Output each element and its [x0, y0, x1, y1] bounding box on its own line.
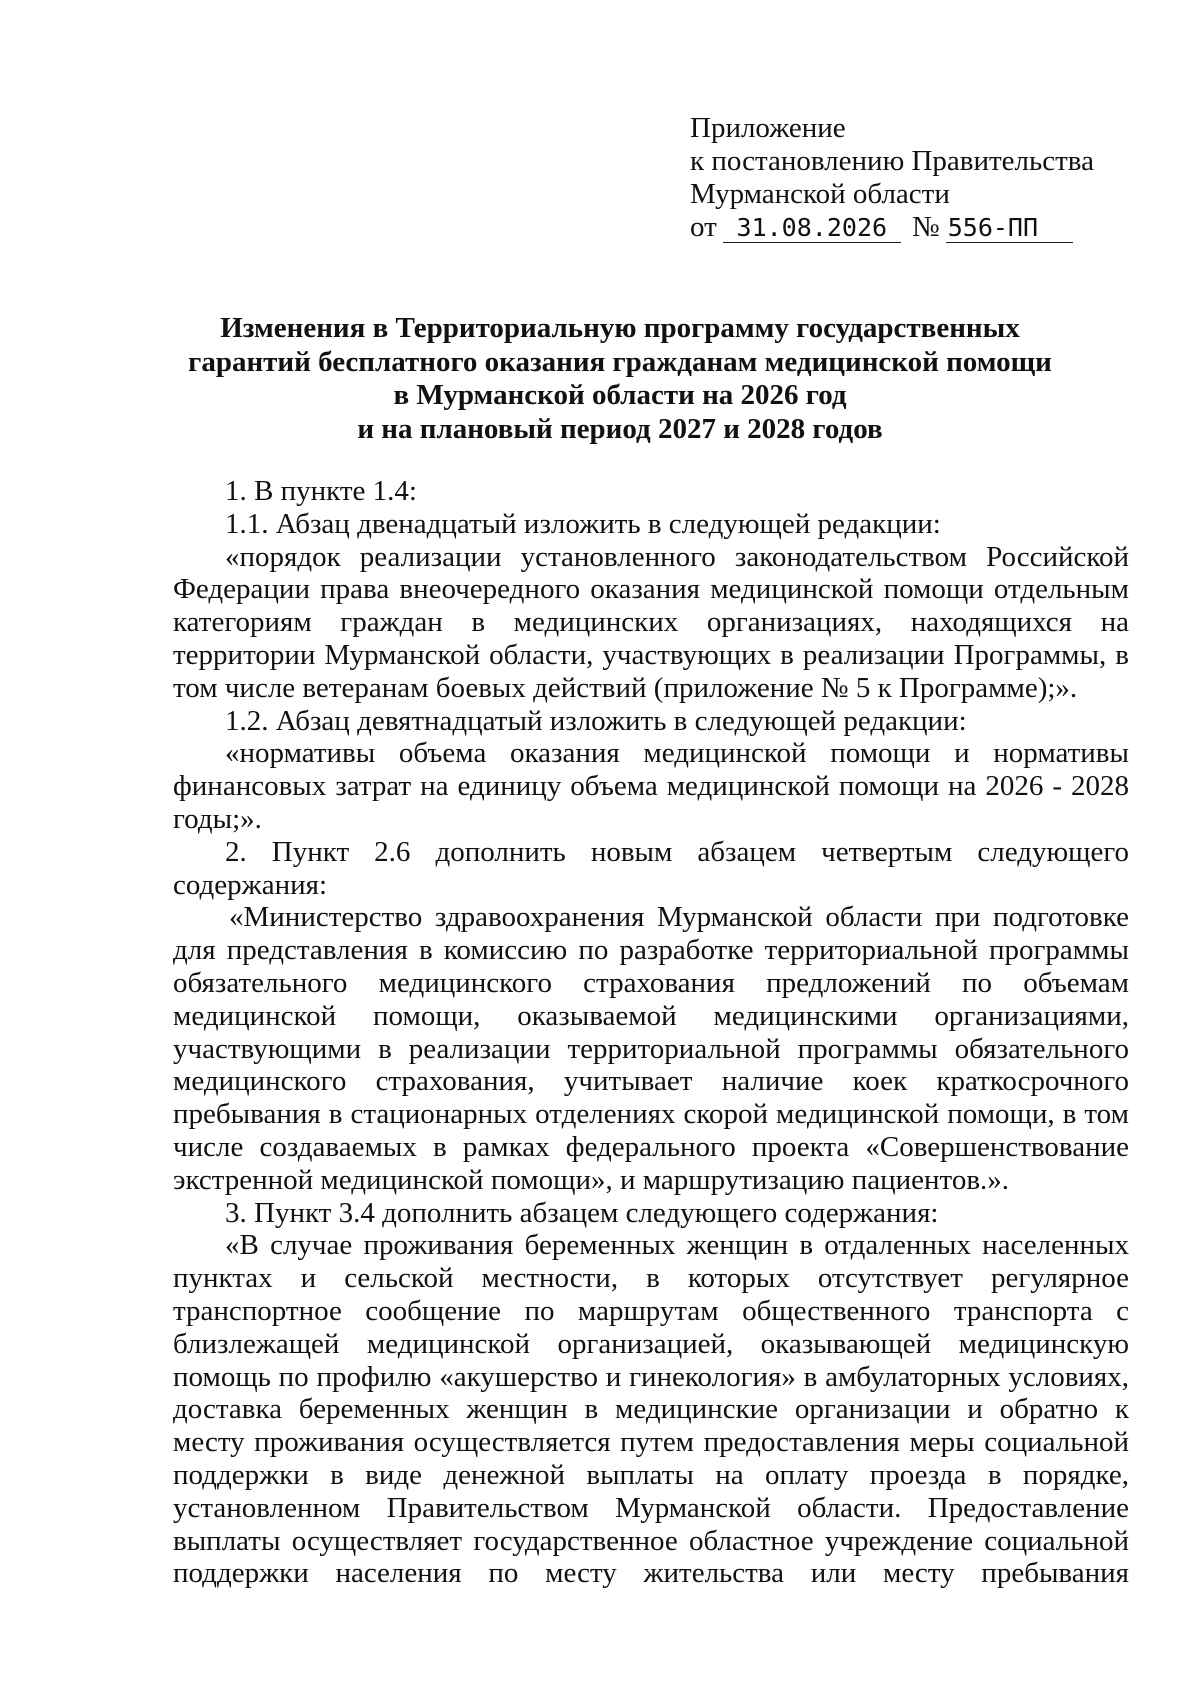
appendix-title: Приложение	[690, 112, 846, 144]
paragraph-8: 3. Пункт 3.4 дополнить абзацем следующего содержания:	[225, 1196, 939, 1229]
appendix-date-number	[690, 211, 1094, 244]
decree-number: 556-ПП	[946, 214, 1073, 243]
from-label: от	[690, 211, 717, 243]
paragraph-3: «порядок реализации установленного законодательством Российской Федерации права внеочередного оказания медицинской помощи отдельным категориям граждан в медицинских организациях, находящихся на территории Мурманской области, участвующих в реализации Программы, в том числе ветеранам боевых действий (приложение № 5 к Программе);».	[173, 540, 1129, 704]
paragraph-5: «нормативы объема оказания медицинской помощи и нормативы финансовых затрат на единицу объема медицинской помощи на 2026 - 2028 годы;».	[173, 737, 1129, 835]
title-line-4: и на плановый период 2027 и 2028 годов	[357, 412, 883, 445]
appendix-header	[690, 112, 1094, 244]
paragraph-6: 2. Пункт 2.6 дополнить новым абзацем четвертым следующего содержания:	[173, 835, 1129, 901]
document-title	[170, 312, 1070, 446]
paragraph-2: 1.1. Абзац двенадцатый изложить в следующей редакции:	[225, 507, 941, 540]
appendix-region: Мурманской области	[690, 178, 950, 210]
title-line-2: гарантий бесплатного оказания гражданам медицинской помощи	[188, 345, 1052, 378]
document-body	[173, 475, 1129, 1590]
paragraph-9: «В случае проживания беременных женщин в отдаленных населенных пунктах и сельской местности, в которых отсутствует регулярное транспортное сообщение по маршрутам общественного транспорта с близлежащей медицинской организацией, оказывающей медицинскую помощь по профилю «акушерство и гинекология» в амбулаторных условиях, доставка беременных женщин в медицинские организации и обратно к месту проживания осуществляется путем предоставления меры социальной поддержки в виде денежной выплаты на оплату проезда в порядке, установленном Правительством Мурманской области. Предоставление выплаты осуществляет государственное областное учреждение социальной поддержки населения по месту жительства или месту пребывания	[173, 1229, 1129, 1590]
paragraph-7: «Министерство здравоохранения Мурманской области при подготовке для представления в комиссию по разработке территориальной программы обязательного медицинского страхования предложений по объемам медицинской помощи, оказываемой медицинскими организациями, участвующими в реализации территориальной программы обязательного медицинского страхования, учитывает наличие коек краткосрочного пребывания в стационарных отделениях скорой медицинской помощи, в том числе создаваемых в рамках федерального проекта «Совершенствование экстренной медицинской помощи», и маршрутизацию пациентов.».	[173, 901, 1129, 1196]
paragraph-4: 1.2. Абзац девятнадцатый изложить в следующей редакции:	[225, 704, 967, 737]
number-label: №	[912, 211, 940, 243]
appendix-reference: к постановлению Правительства	[690, 145, 1094, 177]
title-line-3: в Мурманской области на 2026 год	[393, 379, 847, 411]
title-line-1: Изменения в Территориальную программу государственных	[220, 312, 1020, 344]
paragraph-1: 1. В пункте 1.4:	[225, 475, 417, 507]
decree-date: 31.08.2026	[723, 214, 901, 243]
